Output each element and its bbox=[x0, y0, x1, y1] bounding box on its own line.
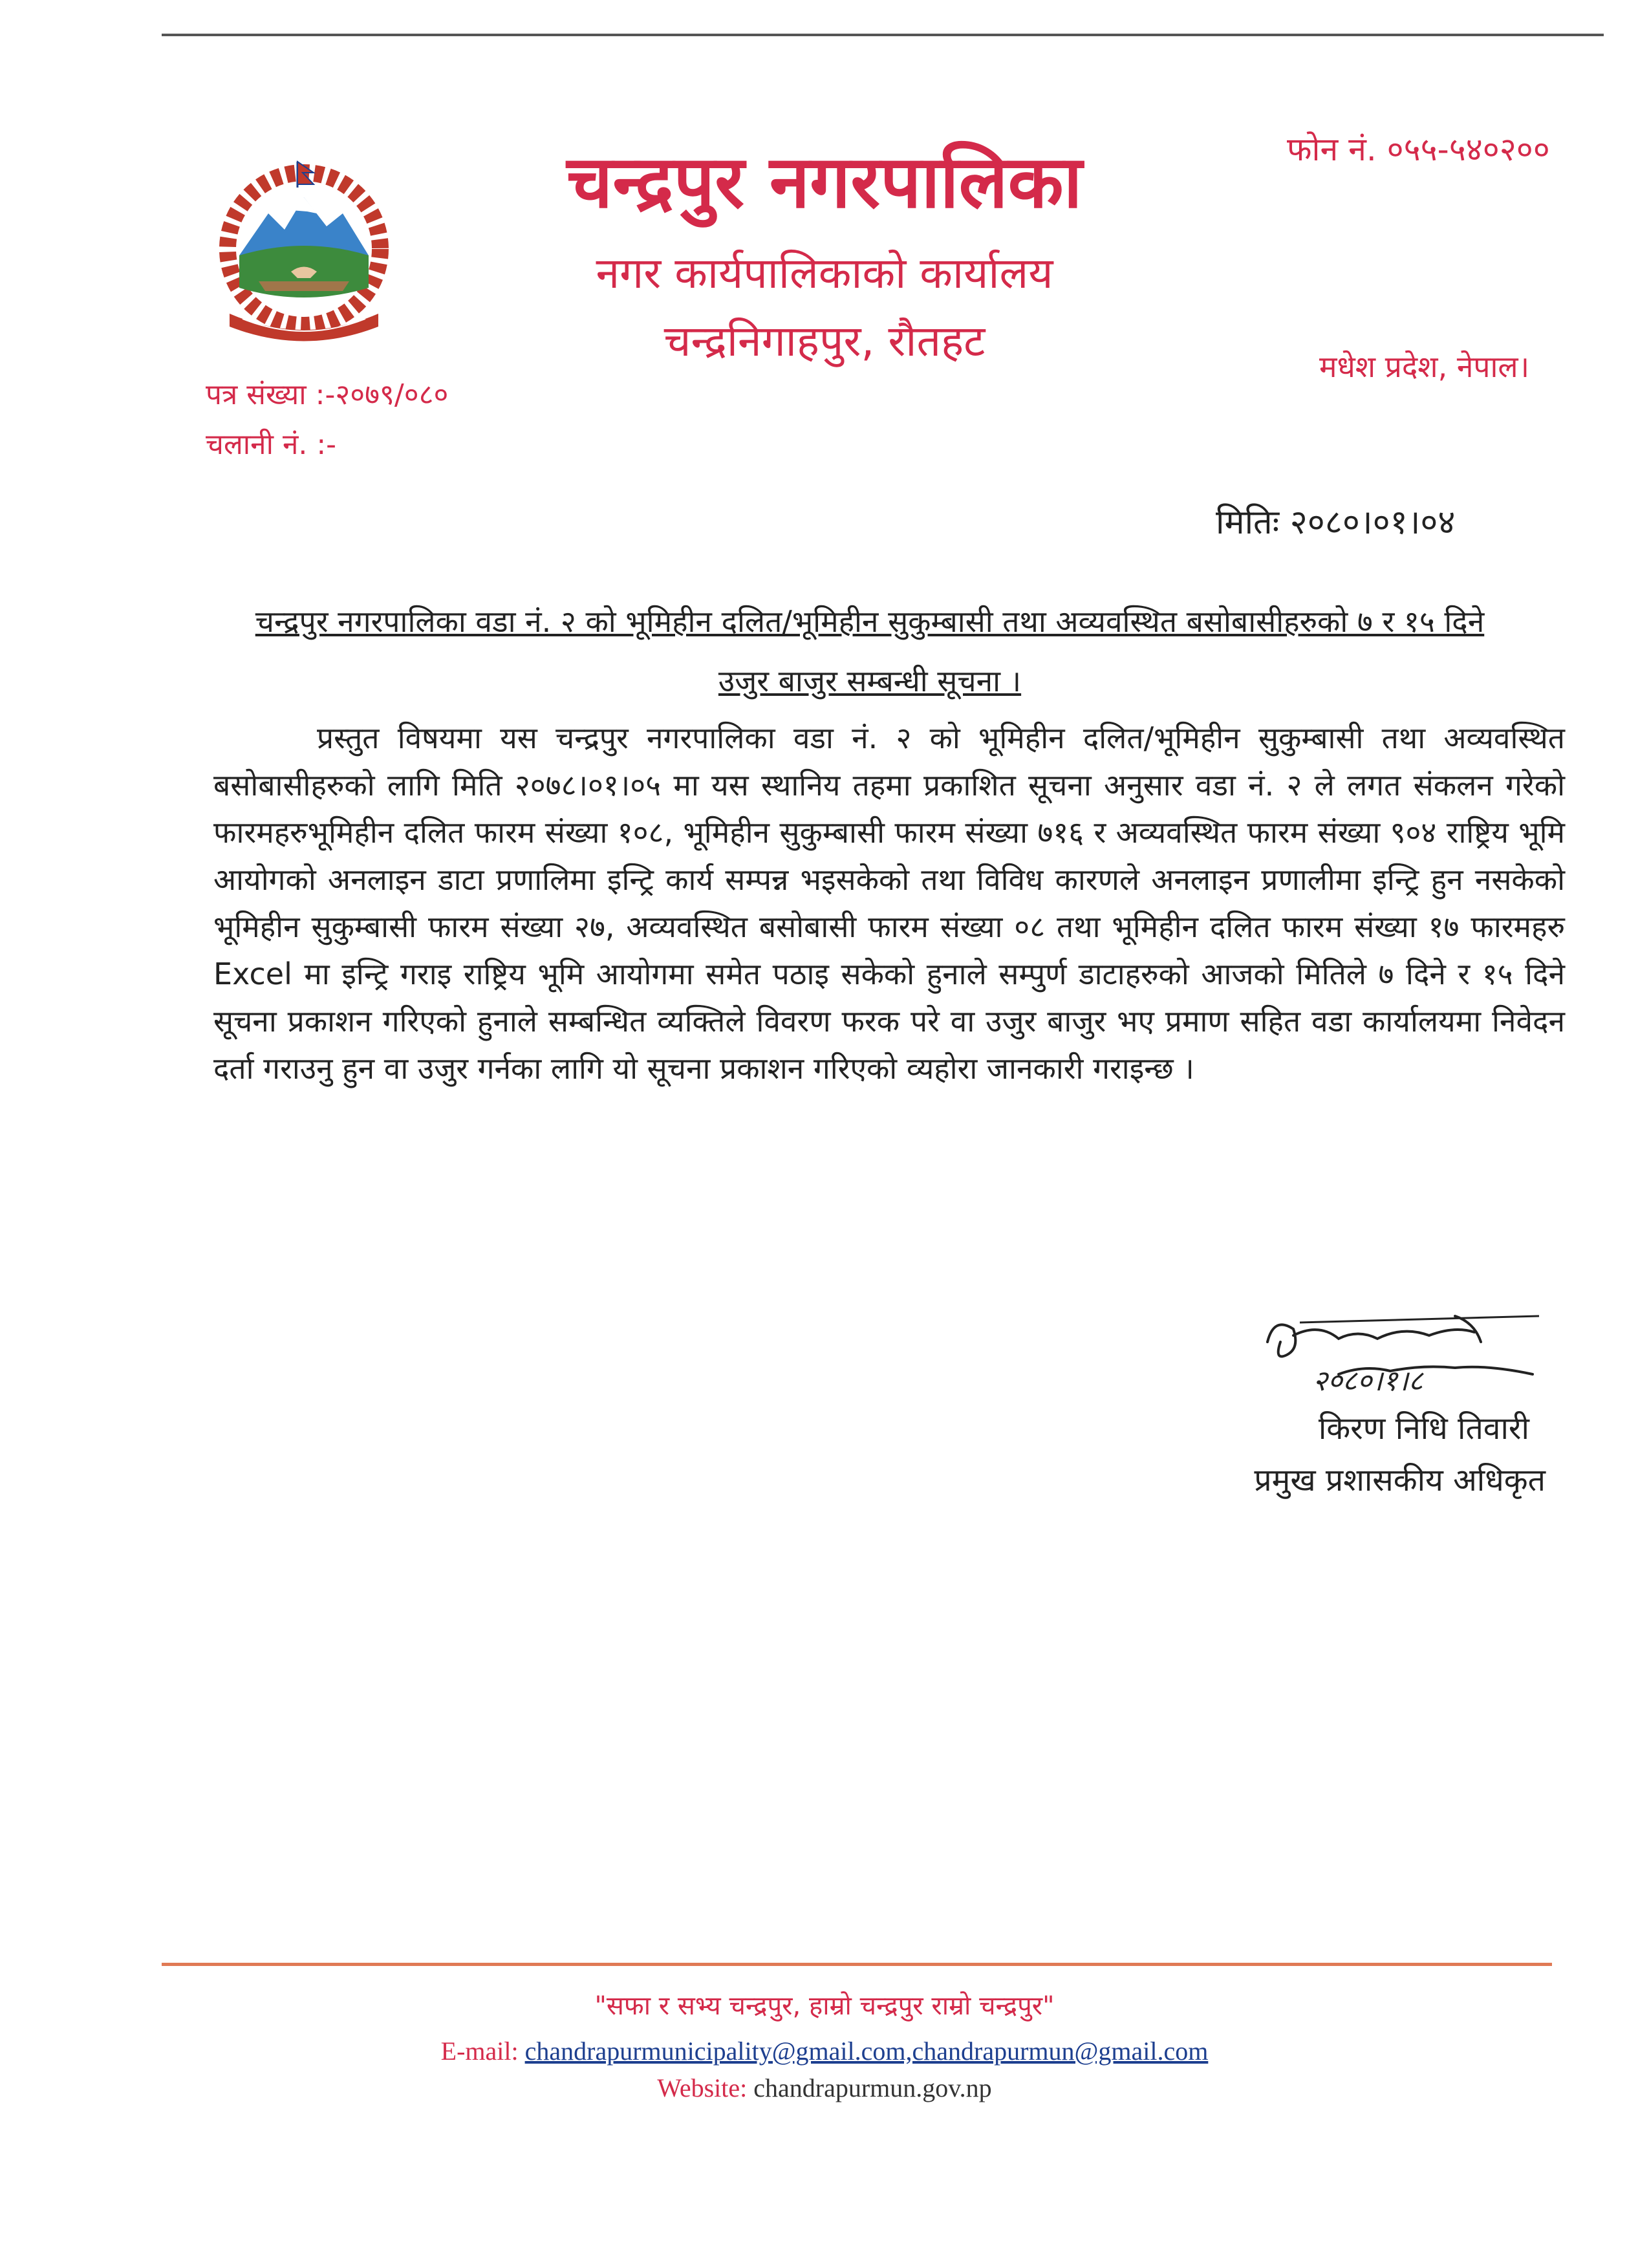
email-label: E-mail: bbox=[440, 2036, 525, 2066]
dispatch-number: चलानी नं. :- bbox=[206, 428, 337, 461]
footer-rule bbox=[162, 1963, 1552, 1966]
phone-number: फोन नं. ०५५-५४०२०० bbox=[1287, 131, 1550, 168]
footer-email bbox=[0, 2036, 1649, 2066]
office-address: चन्द्रनिगाहपुर, रौतहट bbox=[663, 316, 986, 366]
website-link[interactable]: chandrapurmun.gov.np bbox=[753, 2073, 992, 2102]
letter-number: पत्र संख्या :-२०७९/०८० bbox=[206, 378, 449, 411]
footer-website bbox=[0, 2073, 1649, 2103]
signer-name: किरण निधि तिवारी bbox=[1318, 1410, 1529, 1447]
website-label: Website: bbox=[657, 2073, 754, 2102]
handwritten-signature bbox=[1261, 1303, 1552, 1407]
municipality-title: चन्द्रपुर नगरपालिका bbox=[566, 140, 1083, 224]
letter-date: मितिः २०८०।०१।०४ bbox=[1216, 503, 1456, 542]
notice-subject: चन्द्रपुर नगरपालिका वडा नं. २ को भूमिहीन दलित/भूमिहीन सुकुम्बासी तथा अव्यवस्थित बसोबासीहरुको ७ र १५ दिने उजुर बाजुर सम्बन्धी सूचना । bbox=[255, 604, 1485, 698]
notice-body: प्रस्तुत विषयमा यस चन्द्रपुर नगरपालिका वडा नं. २ को भूमिहीन दलित/भूमिहीन सुकुम्बासी तथा अव्यवस्थित बसोबासीहरुको लागि मिति २०७८।०१।०५ मा यस स्थानिय तहमा प्रकाशित सूचना अनुसार वडा नं. २ ले लगत संकलन गरेको फारमहरुभूमिहीन दलित फारम संख्या १०८, भूमिहीन सुकुम्बासी फारम संख्या ७१६ र अव्यवस्थित फारम संख्या ९०४ राष्ट्रिय भूमि आयोगको अनलाइन डाटा प्रणालिमा इन्ट्रि कार्य सम्पन्न भइसकेको तथा विविध कारणले अनलाइन प्रणालीमा इन्ट्रि हुन नसकेको भूमिहीन सुकुम्बासी फारम संख्या २७, अव्यवस्थित बसोबासी फारम संख्या ०८ तथा भूमिहीन दलित फारम संख्या १७ फारमहरु Excel मा इन्ट्रि गराइ राष्ट्रिय भूमि आयोगमा समेत पठाइ सकेको हुनाले सम्पुर्ण डाटाहरुको आजको मितिले ७ दिने र १५ दिने सूचना प्रकाशन गरिएको हुनाले सम्बन्धित व्यक्तिले विवरण फरक परे वा उजुर बाजुर भए प्रमाण सहित वडा कार्यालयमा निवेदन दर्ता गराउनु हुन वा उजुर गर्नका लागि यो सूचना प्रकाशन गरिएको व्यहोरा जानकारी गराइन्छ । bbox=[213, 720, 1565, 1086]
top-rule bbox=[162, 34, 1604, 36]
signature-date: २०८०।१।८ bbox=[1313, 1365, 1423, 1398]
office-subtitle: नगर कार्यपालिकाको कार्यालय bbox=[596, 248, 1053, 298]
signer-designation: प्रमुख प्रशासकीय अधिकृत bbox=[1254, 1462, 1546, 1498]
province-country: मधेश प्रदेश, नेपाल। bbox=[1319, 349, 1530, 384]
footer-slogan: "सफा र सभ्य चन्द्रपुर, हाम्रो चन्द्रपुर राम्रो चन्द्रपुर" bbox=[594, 1991, 1055, 2021]
email-link[interactable]: chandrapurmunicipality@gmail.com,chandrapurmun@gmail.com bbox=[524, 2036, 1209, 2066]
